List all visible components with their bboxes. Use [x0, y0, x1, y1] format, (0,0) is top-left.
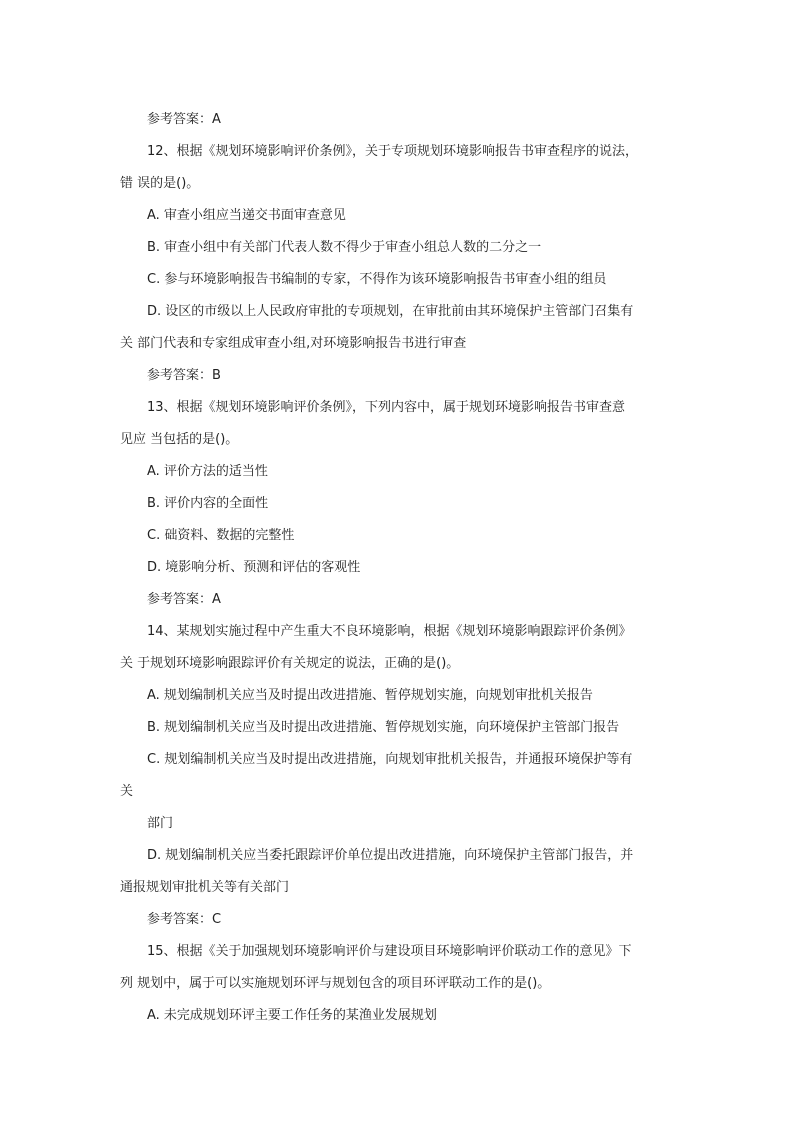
option-a: A. 未完成规划环评主要工作任务的某渔业发展规划 — [147, 1008, 437, 1023]
answer-line: 参考答案：B — [147, 368, 221, 383]
question-13-cont: 见应 当包括的是()。 — [120, 432, 239, 447]
question-12-text: 12、根据《规划环境影响评价条例》，关于专项规划环境影响报告书审查程序的说法， — [147, 144, 639, 159]
option-c: C. 规划编制机关应当及时提出改进措施，向规划审批机关报告，并通报环境保护等有 — [147, 752, 633, 767]
option-d-cont: 关 部门代表和专家组成审查小组,对环境影响报告书进行审查 — [120, 336, 467, 351]
option-b: B. 评价内容的全面性 — [147, 496, 269, 511]
question-14-cont: 关 于规划环境影响跟踪评价有关规定的说法，正确的是()。 — [120, 656, 460, 671]
option-d: D. 规划编制机关应当委托跟踪评价单位提出改进措施，向环境保护主管部门报告，并 — [147, 848, 634, 863]
option-c: C. 础资料、数据的完整性 — [147, 528, 295, 543]
option-a: A. 规划编制机关应当及时提出改进措施、暂停规划实施，向规划审批机关报告 — [147, 688, 593, 703]
option-c: C. 参与环境影响报告书编制的专家，不得作为该环境影响报告书审查小组的组员 — [147, 272, 607, 287]
question-15-text: 15、根据《关于加强规划环境影响评价与建设项目环境影响评价联动工作的意见》下 — [147, 944, 632, 959]
answer-line: 参考答案：A — [147, 592, 221, 607]
answer-line: 参考答案：C — [147, 912, 222, 927]
answer-line: 参考答案：A — [147, 112, 221, 127]
question-12-cont: 错 误的是()。 — [120, 176, 200, 191]
option-b: B. 审查小组中有关部门代表人数不得少于审查小组总人数的二分之一 — [147, 240, 542, 255]
option-d: D. 境影响分析、预测和评估的客观性 — [147, 560, 361, 575]
option-b: B. 规划编制机关应当及时提出改进措施、暂停规划实施，向环境保护主管部门报告 — [147, 720, 620, 735]
option-a: A. 评价方法的适当性 — [147, 464, 268, 479]
option-c-cont: 部门 — [147, 816, 174, 831]
question-15-cont: 列 规划中，属于可以实施规划环评与规划包含的项目环评联动工作的是()。 — [120, 976, 551, 991]
option-c-cont: 关 — [120, 784, 134, 799]
option-d-cont: 通报规划审批机关等有关部门 — [120, 880, 290, 895]
option-a: A. 审查小组应当递交书面审查意见 — [147, 208, 346, 223]
question-14-text: 14、某规划实施过程中产生重大不良环境影响，根据《规划环境影响跟踪评价条例》 — [147, 624, 632, 639]
option-d: D. 设区的市级以上人民政府审批的专项规划，在审批前由其环境保护主管部门召集有 — [147, 304, 634, 319]
question-13-text: 13、根据《规划环境影响评价条例》，下列内容中，属于规划环境影响报告书审查意 — [147, 400, 626, 415]
